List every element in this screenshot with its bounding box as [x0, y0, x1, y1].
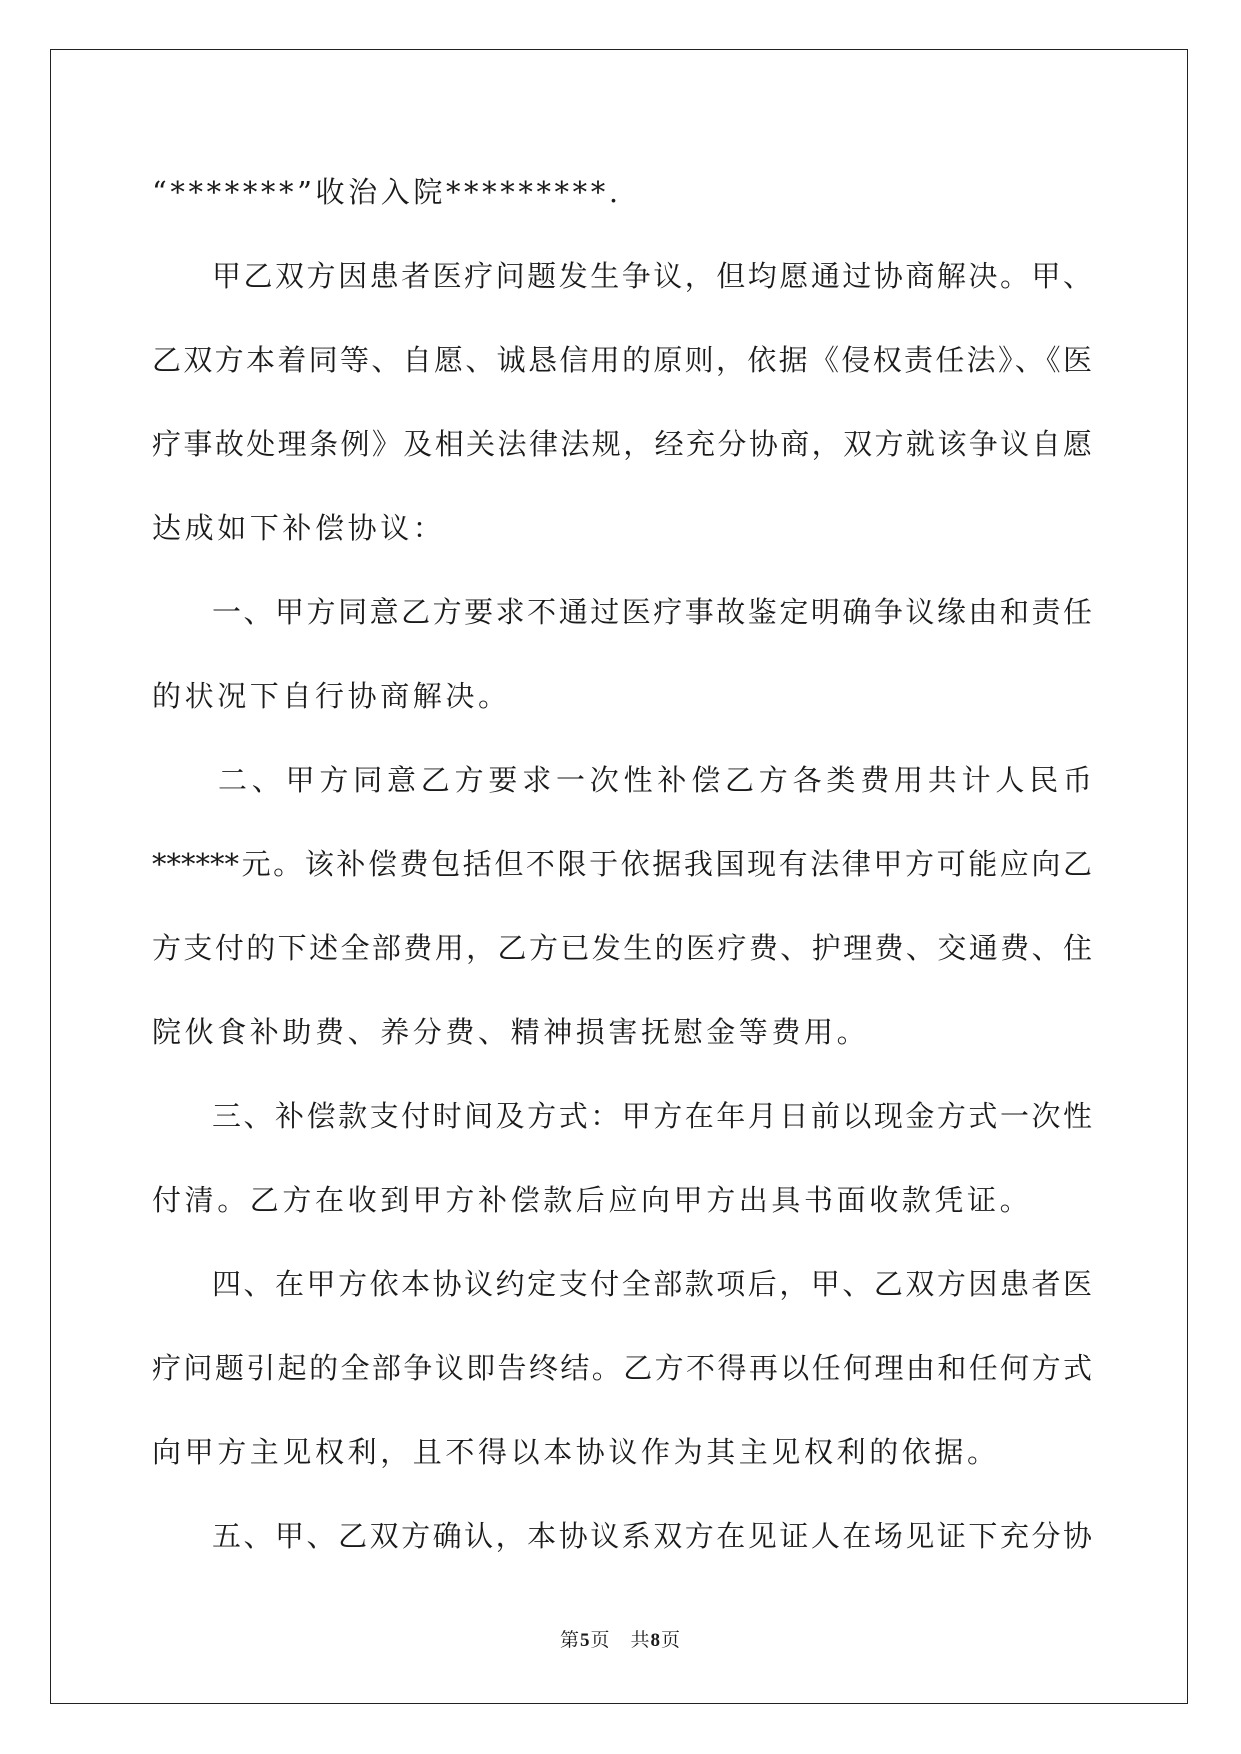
text-line-12: 三、补偿款支付时间及方式：甲方在年月日前以现金方式一次性: [212, 1099, 1092, 1133]
text-line-2: 甲乙双方因患者医疗问题发生争议，但均愿通过协商解决。甲、: [212, 259, 1092, 293]
text-line-4: 疗事故处理条例》及相关法律法规，经充分协商，双方就该争议自愿: [152, 427, 1092, 461]
text-line-8: 二、甲方同意乙方要求一次性补偿乙方各类费用共计人民币: [218, 763, 1092, 797]
text-line-5: 达成如下补偿协议：: [152, 511, 446, 545]
footer-page-mid: 页 共: [590, 1629, 651, 1651]
text-line-1: “*******”收治入院*********.: [152, 175, 622, 209]
footer-page-prefix: 第: [559, 1629, 580, 1651]
text-line-16: 向甲方主见权利，且不得以本协议作为其主见权利的依据。: [152, 1435, 1000, 1469]
text-line-10: 方支付的下述全部费用，乙方已发生的医疗费、护理费、交通费、住: [152, 931, 1092, 965]
text-line-11: 院伙食补助费、养分费、精神损害抚慰金等费用。: [152, 1015, 870, 1049]
text-line-3: 乙双方本着同等、自愿、诚恳信用的原则，依据《侵权责任法》、《医: [152, 343, 1092, 377]
text-line-7: 的状况下自行协商解决。: [152, 679, 511, 713]
text-line-13: 付清。乙方在收到甲方补偿款后应向甲方出具书面收款凭证。: [152, 1183, 1033, 1217]
footer-page-total: 8: [650, 1630, 661, 1651]
footer-page-suffix: 页: [661, 1629, 682, 1651]
text-line-15: 疗问题引起的全部争议即告终结。乙方不得再以任何理由和任何方式: [152, 1351, 1092, 1385]
text-line-14: 四、在甲方依本协议约定支付全部款项后，甲、乙双方因患者医: [212, 1267, 1092, 1301]
text-line-6: 一、甲方同意乙方要求不通过医疗事故鉴定明确争议缘由和责任: [212, 595, 1092, 629]
text-line-9: ******元。该补偿费包括但不限于依据我国现有法律甲方可能应向乙: [152, 847, 1092, 881]
footer-page-current: 5: [579, 1630, 591, 1651]
page-footer: [0, 1628, 1241, 1653]
text-line-17: 五、甲、乙双方确认，本协议系双方在见证人在场见证下充分协: [212, 1519, 1092, 1553]
